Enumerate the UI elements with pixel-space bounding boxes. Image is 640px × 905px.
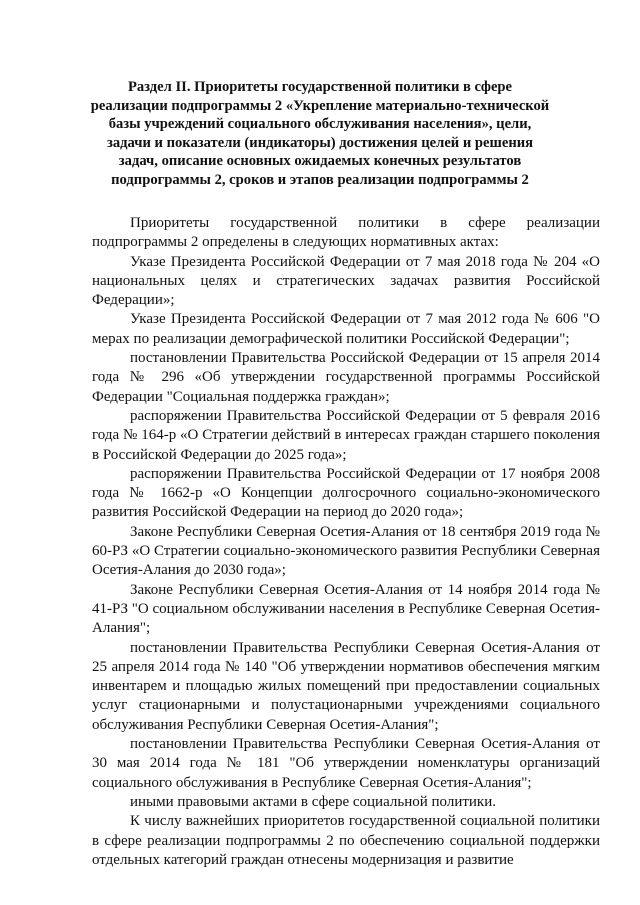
paragraph-priorities: К числу важнейших приоритетов государственной социальной политики в сфере реализации подпрограммы 2 по обеспечению социальной поддержки отдельных категорий граждан отнесены модернизация и развитие xyxy=(92,813,600,868)
document-body xyxy=(92,214,600,870)
paragraph-intro: Приоритеты государственной политики в сфере реализации подпрограммы 2 определены в следующих нормативных актах: xyxy=(92,215,600,251)
section-heading: Раздел II. Приоритеты государственной политики в сфере реализации подпрограммы 2 «Укрепление материально-технической базы учреждений социального обслуживания населения», цели, задачи и показатели (индикаторы) достижения целей и решения задач, описание основных ожидаемых конечных результатов подпрограммы 2, сроков и этапов реализации подпрограммы 2 xyxy=(90,79,550,188)
paragraph-order-164r: распоряжении Правительства Российской Федерации от 5 февраля 2016 года № 164-р «О Стратегии действий в интересах граждан старшего поколения в Российской Федерации до 2025 года»; xyxy=(92,407,600,463)
paragraph-resolution-181: постановлении Правительства Республики Северная Осетия-Алания от 30 мая 2014 года № 181 "Об утверждении номенклатуры организаций социального обслуживания в Республике Северная Осетия-Алания"; xyxy=(92,736,600,791)
paragraph-other-acts: иными правовыми актами в сфере социальной политики. xyxy=(130,793,496,810)
paragraph-decree-606: Указе Президента Российской Федерации от 7 мая 2012 года № 606 "О мерах по реализации демографической политики Российской Федерации"; xyxy=(92,311,600,347)
paragraph-decree-204: Указе Президента Российской Федерации от 7 мая 2018 года № 204 «О национальных целях и стратегических задачах развития Российской Федерации»; xyxy=(92,253,600,309)
paragraph-resolution-140: постановлении Правительства Республики Северная Осетия-Алания от 25 апреля 2014 года № 140 "Об утверждении нормативов обеспечения мягким инвентарем и площадью жилых помещений при предоставлении социальных услуг стационарными и полустационарными учреждениями социального обслуживания Республики Северная Осетия-Алания"; xyxy=(92,639,600,733)
paragraph-law-60rz: Законе Республики Северная Осетия-Алания от 18 сентября 2019 года № 60-РЗ «О Стратегии социально-экономического развития Республики Северная Осетия-Алания до 2030 года»; xyxy=(92,523,600,579)
paragraph-law-41rz: Законе Республики Северная Осетия-Алания от 14 ноября 2014 года № 41-РЗ "О социальном обслуживании населения в Республике Северная Осетия-Алания"; xyxy=(92,581,600,637)
paragraph-resolution-296: постановлении Правительства Российской Федерации от 15 апреля 2014 года № 296 «Об утверждении государственной программы Российской Федерации "Социальная поддержка граждан»; xyxy=(92,350,600,405)
paragraph-order-1662r: распоряжении Правительства Российской Федерации от 17 ноября 2008 года № 1662-р «О Концепции долгосрочного социально-экономического развития Российской Федерации на период до 2020 года»; xyxy=(92,465,600,521)
